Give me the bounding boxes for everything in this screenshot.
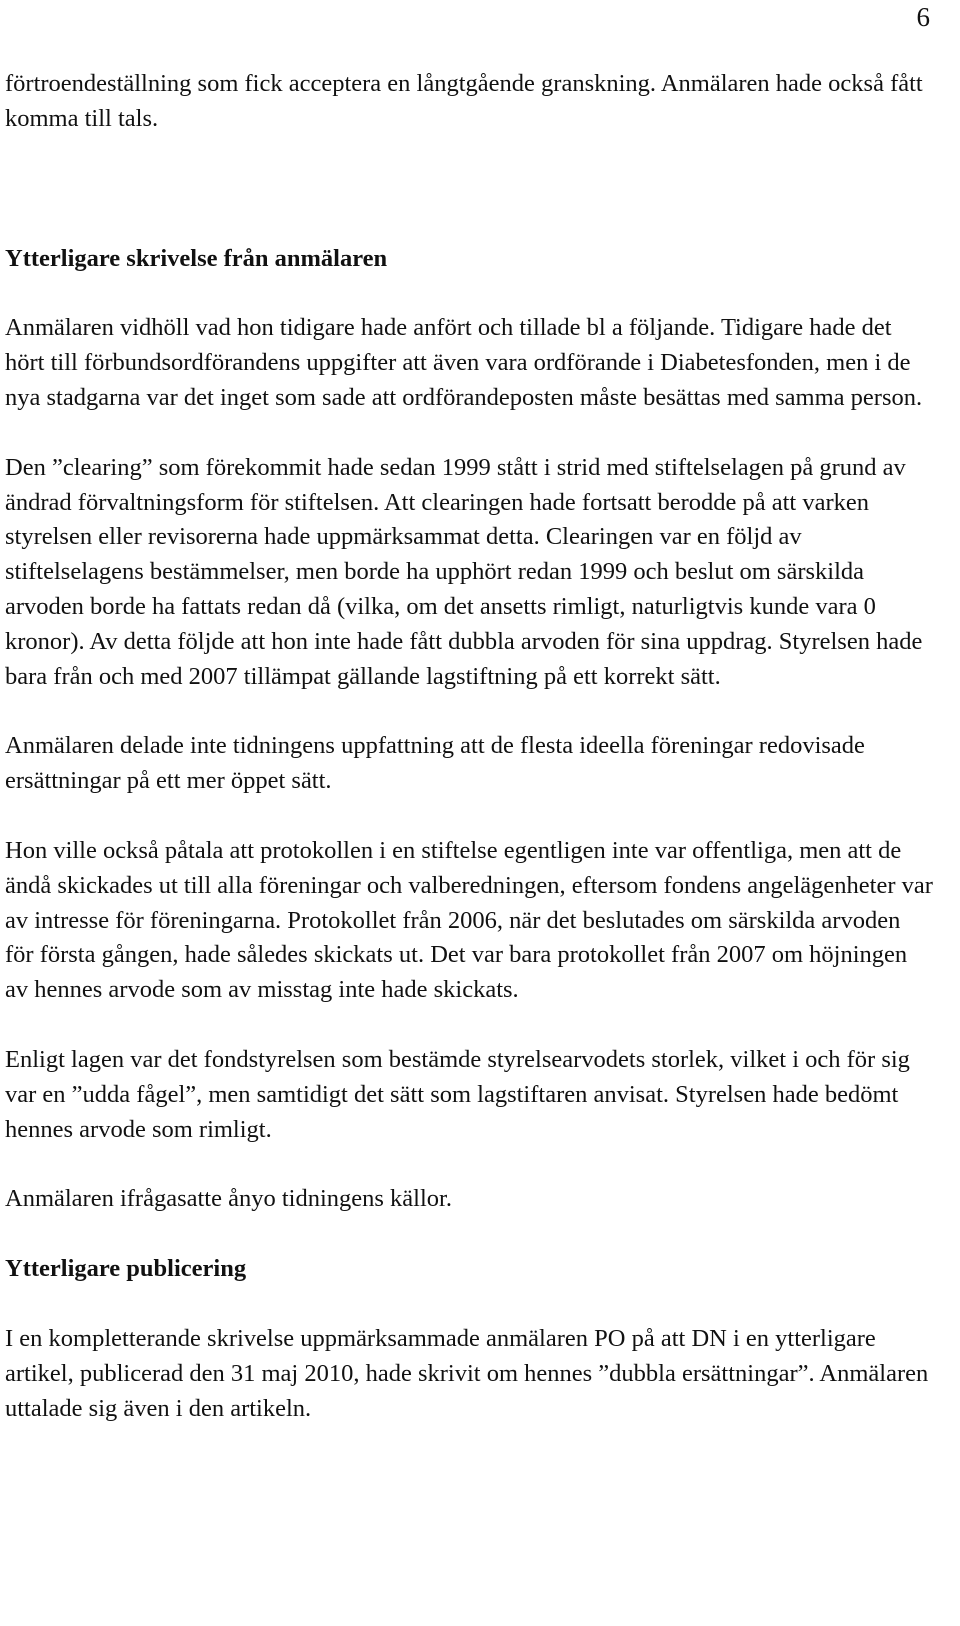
paragraph-sources: Anmälaren ifrågasatte ånyo tidningens källor. [5, 1185, 452, 1213]
paragraph-board-fee: Enligt lagen var det fondstyrelsen som bestämde styrelsearvodets storlek, vilket i och för sig var en ”udda fågel”, men samtidigt det sätt som lagstiftaren anvisat. Styrelsen hade bedömt hennes arvode som rimligt. [5, 1045, 910, 1143]
paragraph-openness: Anmälaren delade inte tidningens uppfattning att de flesta ideella föreningar redovisade ersättningar på ett mer öppet sätt. [5, 732, 865, 795]
heading-additional-publication: Ytterligare publicering [5, 1255, 247, 1283]
paragraph-publication: I en kompletterande skrivelse uppmärksammade anmälaren PO på att DN i en ytterligare artikel, publicerad den 31 maj 2010, hade skrivit om hennes ”dubbla ersättningar”. Anmälaren uttalade sig även i den artikeln. [5, 1324, 929, 1422]
document-body [5, 67, 935, 1461]
paragraph-intro: förtroendeställning som fick acceptera en långtgående granskning. Anmälaren hade också fått komma till tals. [5, 70, 923, 132]
paragraph-clearing: Den ”clearing” som förekommit hade sedan 1999 stått i strid med stiftelselagen på grund av ändrad förvaltningsform för stiftelsen. Att clearingen hade fortsatt berodde på att varken styrelsen eller revisorerna hade uppmärksammat detta. Clearingen var en följd av stiftelselagens bestämmelser, men borde ha upphört redan 1999 och beslut om särskilda arvoden borde ha fattats redan då (vilka, om det ansetts rimligt, naturligtvis kunde vara 0 kronor). Av detta följde att hon inte hade fått dubbla arvoden för sina uppdrag. Styrelsen hade bara från och med 2007 tillämpat gällande lagstiftning på ett korrekt sätt. [5, 453, 923, 690]
paragraph-chair: Anmälaren vidhöll vad hon tidigare hade anfört och tillade bl a följande. Tidigare hade det hört till förbundsordförandens uppgifter att även vara ordförande i Diabetesfonden, men i de nya stadgarna var det inget som sade att ordförandeposten måste besättas med samma person. [5, 314, 923, 411]
heading-additional-letter: Ytterligare skrivelse från anmälaren [5, 244, 388, 272]
paragraph-protocols: Hon ville också påtala att protokollen i en stiftelse egentligen inte var offentliga, men att de ändå skickades ut till alla föreningar och valberedningen, eftersom fondens angelägenheter var av intresse för föreningarna. Protokollet från 2006, när det beslutades om särskilda arvoden för första gången, hade således skickats ut. Det var bara protokollet från 2007 om höjningen av hennes arvode som av misstag inte hade skickats. [5, 836, 933, 1004]
page-number: 6 [916, 2, 930, 32]
section-gap [5, 172, 935, 242]
